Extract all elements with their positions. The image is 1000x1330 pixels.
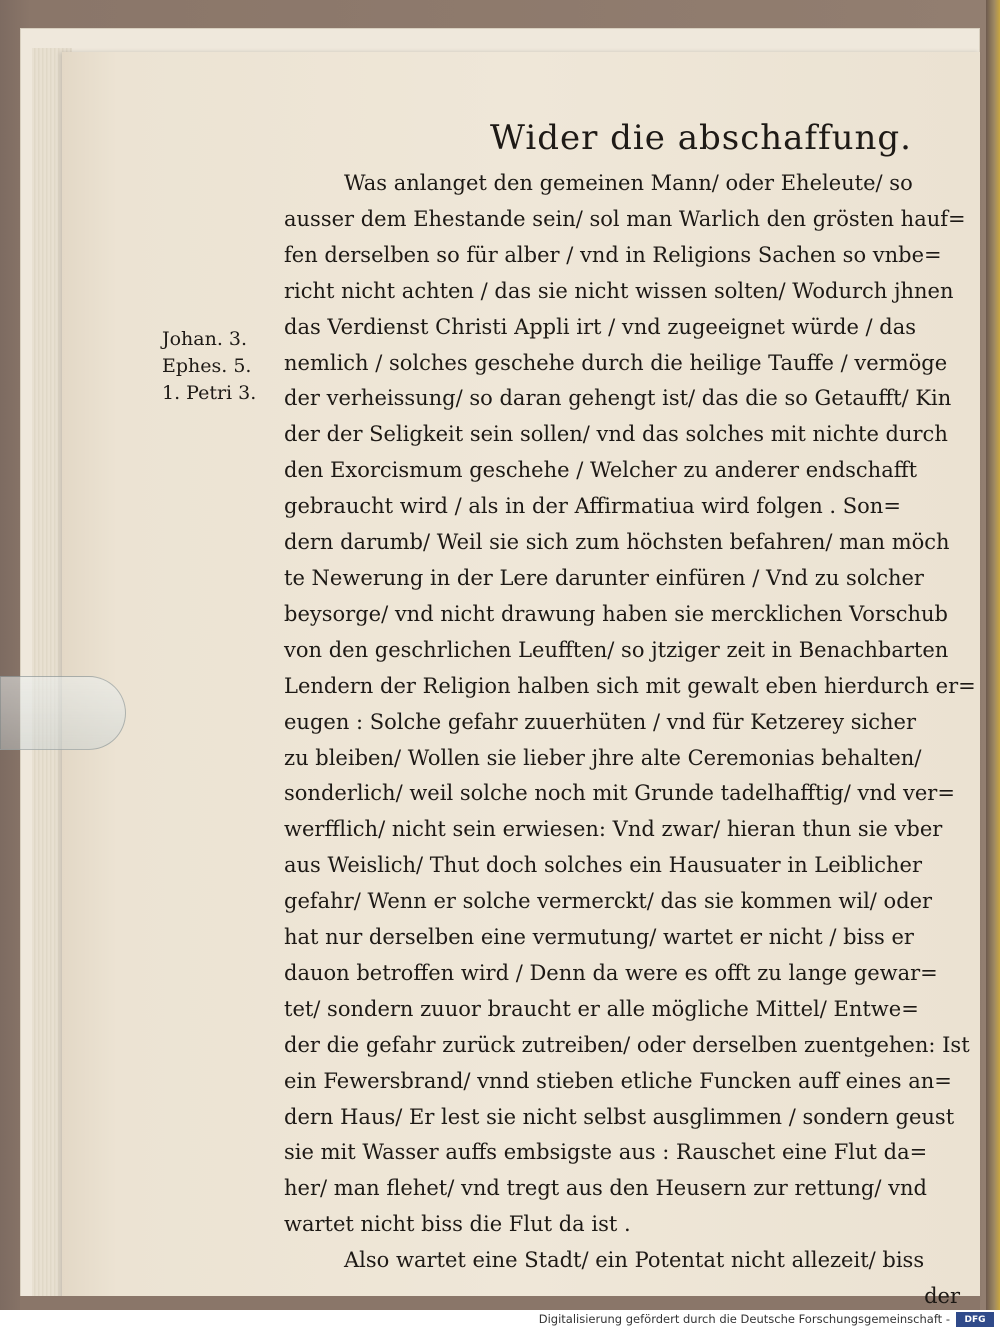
book-cover-edge — [986, 0, 1000, 1310]
body-text — [284, 166, 976, 1315]
margin-note: 1. Petri 3. — [162, 382, 257, 404]
text-line: wartet nicht biss die Flut da ist . — [284, 1212, 631, 1237]
margin-note: Johan. 3. — [162, 328, 248, 350]
text-line: te Newerung in der Lere darunter einfüren / Vnd zu solcher — [284, 565, 924, 590]
text-line: Was anlanget den gemeinen Mann/ oder Eheleute/ so — [344, 171, 913, 195]
margin-notes — [162, 326, 256, 407]
text-line: dauon betroffen wird / Denn da were es offt zu lange gewar= — [284, 960, 938, 985]
text-line: Also wartet eine Stadt/ ein Potentat nicht allezeit/ biss — [344, 1248, 925, 1273]
text-line: gefahr/ Wenn er solche vermerckt/ das sie kommen wil/ oder — [284, 889, 933, 914]
text-line: beysorge/ vnd nicht drawung haben sie mercklichen Vorschub — [284, 601, 948, 626]
catchword: der — [924, 1284, 960, 1309]
text-line: zu bleiben/ Wollen sie lieber jhre alte Ceremonias behalten/ — [284, 745, 922, 770]
text-line: den Exorcismum geschehe / Welcher zu anderer endschafft — [284, 458, 918, 483]
text-line: der die gefahr zurück zutreiben/ oder derselben zuentgehen: Ist — [284, 1032, 970, 1057]
text-line: Lendern der Religion halben sich mit gewalt eben hierdurch er= — [284, 673, 976, 698]
margin-note: Ephes. 5. — [162, 355, 252, 377]
text-line: ausser dem Ehestande sein/ sol man Warlich den grösten hauf= — [284, 206, 966, 231]
text-line: aus Weislich/ Thut doch solches ein Hausuater in Leiblicher — [284, 853, 923, 878]
text-line: hat nur derselben eine vermutung/ wartet er nicht / biss er — [284, 925, 914, 950]
text-line: her/ man flehet/ vnd tregt aus den Heusern zur rettung/ vnd — [284, 1176, 927, 1201]
text-line: das Verdienst Christi Appli irt / vnd zugeeignet würde / das — [284, 314, 917, 339]
text-line: werfflich/ nicht sein erwiesen: Vnd zwar/ hieran thun sie vber — [284, 817, 943, 842]
text-line: richt nicht achten / das sie nicht wissen solten/ Wodurch jhnen — [284, 278, 954, 303]
footer-bar — [0, 1310, 1000, 1330]
text-line: fen derselben so für alber / vnd in Religions Sachen so vnbe= — [284, 242, 942, 267]
text-line: der verheissung/ so daran gehengt ist/ das die so Getaufft/ Kin — [284, 386, 952, 411]
text-line: nemlich / solches geschehe durch die heilige Tauffe / vermöge — [284, 350, 948, 375]
text-line: ein Fewersbrand/ vnnd stieben etliche Funcken auff eines an= — [284, 1068, 952, 1093]
text-line: sie mit Wasser auffs embsigste aus : Rauschet eine Flut da= — [284, 1140, 928, 1165]
text-line: tet/ sondern zuuor braucht er alle mögliche Mittel/ Entwe= — [284, 996, 919, 1021]
text-line: eugen : Solche gefahr zuuerhüten / vnd für Ketzerey sicher — [284, 709, 917, 734]
text-line: der der Seligkeit sein sollen/ vnd das solches mit nichte durch — [284, 422, 948, 447]
page-heading: Wider die abschaffung. — [490, 118, 912, 158]
text-line: sonderlich/ weil solche noch mit Grunde tadelhafftig/ vnd ver= — [284, 781, 955, 806]
text-line: von den geschrlichen Leufften/ so jtziger zeit in Benachbarten — [284, 637, 949, 662]
page-clip — [0, 676, 126, 750]
dfg-logo: DFG — [956, 1312, 994, 1327]
text-line: gebraucht wird / als in der Affirmatiua wird folgen . Son= — [284, 494, 901, 519]
text-line: dern darumb/ Weil sie sich zum höchsten befahren/ man möch — [284, 530, 950, 555]
funding-credit: Digitalisierung gefördert durch die Deutsche Forschungsgemeinschaft - — [538, 1312, 950, 1326]
text-line: dern Haus/ Er lest sie nicht selbst ausglimmen / sondern geust — [284, 1104, 955, 1129]
